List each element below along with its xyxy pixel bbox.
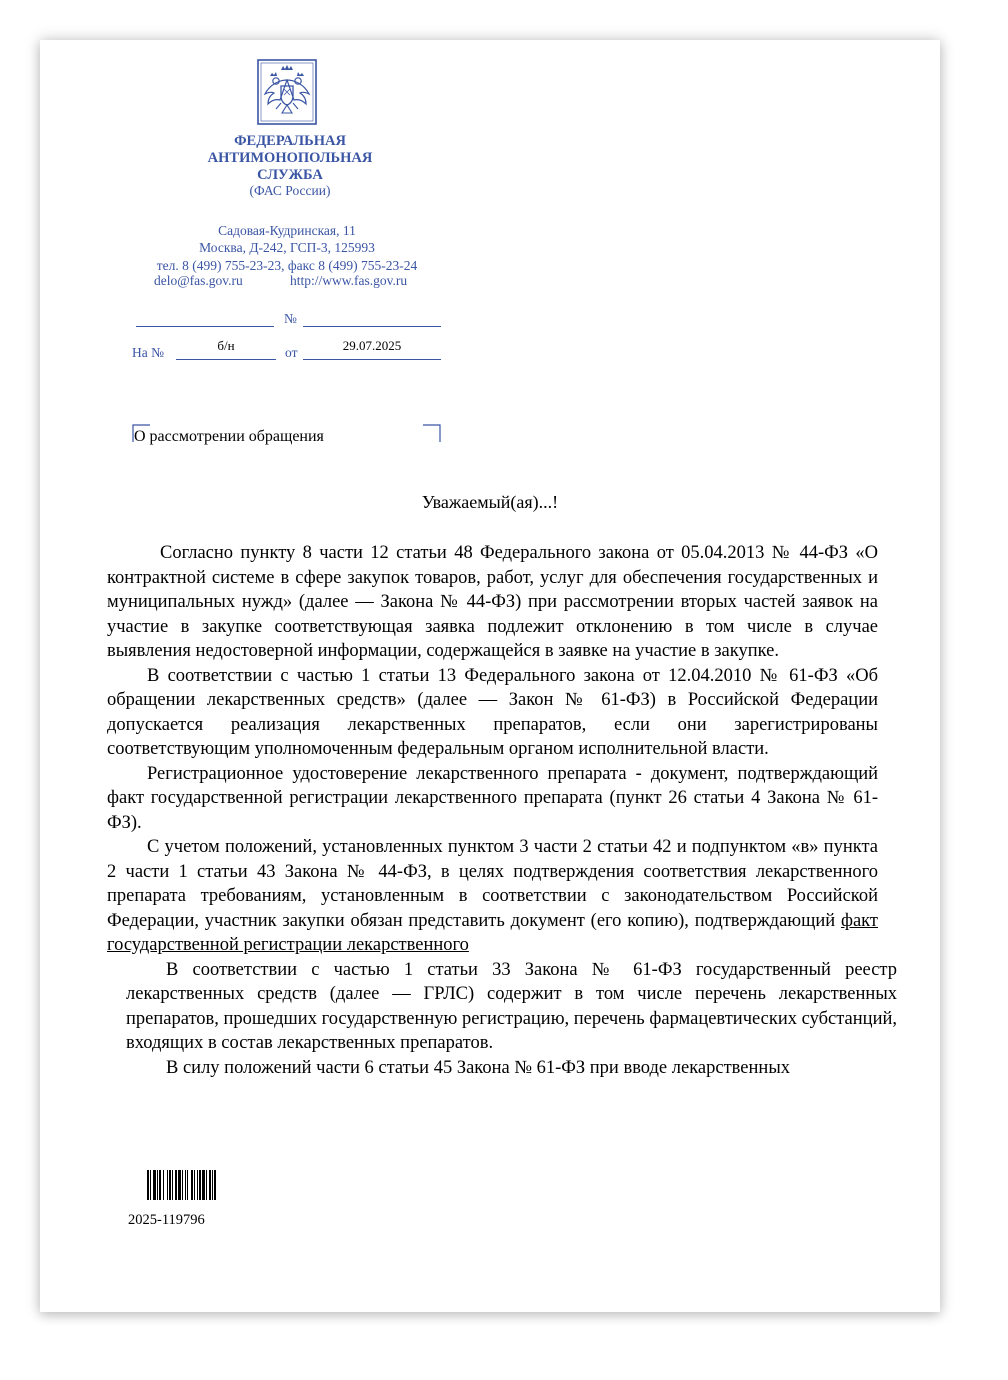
phone-fax-line: тел. 8 (499) 755-23-23, факс 8 (499) 755-23-24 xyxy=(156,258,418,273)
subject-corner-right xyxy=(423,424,441,442)
letter-body xyxy=(107,541,897,1080)
barcode-number: 2025-119796 xyxy=(128,1212,205,1228)
outgoing-number-line xyxy=(303,326,441,327)
org-short-name: (ФАС России) xyxy=(249,183,331,198)
paragraph-6: В силу положений части 6 статьи 45 Закона № 61-ФЗ при вводе лекарственных xyxy=(166,1057,790,1078)
greeting: Уважаемый(ая)...! xyxy=(421,492,559,512)
double-headed-eagle-icon xyxy=(256,58,318,126)
paragraph-2: В соответствии с частью 1 статьи 13 Федерального закона от 12.04.2010 № 61-ФЗ «Об обращении лекарственных средств» (далее — Закон № 61-ФЗ) в Российской Федерации допускается реализация лекарственных препаратов, если они зарегистрированы соответствующим уполномоченным федеральным органом исполнительной власти. xyxy=(107,665,878,759)
reply-to-label: На № xyxy=(132,345,164,360)
address-line1: Садовая-Кудринская, 11 xyxy=(218,223,356,238)
reply-to-date-line xyxy=(303,359,441,360)
document-page xyxy=(40,40,940,1312)
email-address: delo@fas.gov.ru xyxy=(154,273,243,288)
outgoing-number-sign: № xyxy=(284,311,297,326)
paragraph-4 xyxy=(107,835,878,958)
paragraph-1: Согласно пункту 8 части 12 статьи 48 Федерального закона от 05.04.2013 № 44-ФЗ «О контрактной системе в сфере закупок товаров, работ, услуг для обеспечения государственных и муниципальных нужд» (далее — Закона № 44-ФЗ) при рассмотрении вторых частей заявок на участие в закупке соответствующая заявка подлежит отклонению в том числе в случае выявления недостоверной информации, содержащейся в заявке на участие в закупке. xyxy=(107,543,878,661)
paragraph-4-text: С учетом положений, установленных пунктом 3 части 2 статьи 42 и подпунктом «в» пункта 2 части 1 статьи 43 Закона № 44-ФЗ, в целях подтверждения соответствия лекарственного препарата требованиям, установленным в соответствии с законодательством Российской Федерации, участник закупки обязан представить документ (его копию), подтверждающий xyxy=(107,837,878,931)
letter-subject: О рассмотрении обращения xyxy=(134,428,324,445)
reply-to-date: 29.07.2025 xyxy=(342,338,402,353)
paragraph-5: В соответствии с частью 1 статьи 33 Закона № 61-ФЗ государственный реестр лекарственных средств (далее — ГРЛС) содержит в том числе перечень лекарственных препаратов, прошедших государственную регистрацию, перечень фармацевтических субстанций, входящих в состав лекарственных препаратов. xyxy=(126,959,897,1053)
barcode-icon xyxy=(147,1170,243,1200)
paragraph-3: Регистрационное удостоверение лекарственного препарата - документ, подтверждающий факт государственной регистрации лекарственного препарата (пункт 26 статьи 4 Закона № 61-ФЗ). xyxy=(107,763,878,833)
reply-to-number-line xyxy=(176,359,276,360)
reply-to-number: б/н xyxy=(217,338,235,353)
address-line2: Москва, Д-242, ГСП-3, 125993 xyxy=(199,240,375,255)
org-name-line2: АНТИМОНОПОЛЬНАЯ xyxy=(207,150,373,166)
paragraph-4-underlined: факт государственной регистрации лекарственного xyxy=(107,910,878,955)
org-name-line3: СЛУЖБА xyxy=(257,167,323,183)
outgoing-date-line xyxy=(136,326,274,327)
org-name-line1: ФЕДЕРАЛЬНАЯ xyxy=(234,133,346,149)
reply-to-date-label: от xyxy=(285,345,298,360)
website-address: http://www.fas.gov.ru xyxy=(290,273,408,288)
